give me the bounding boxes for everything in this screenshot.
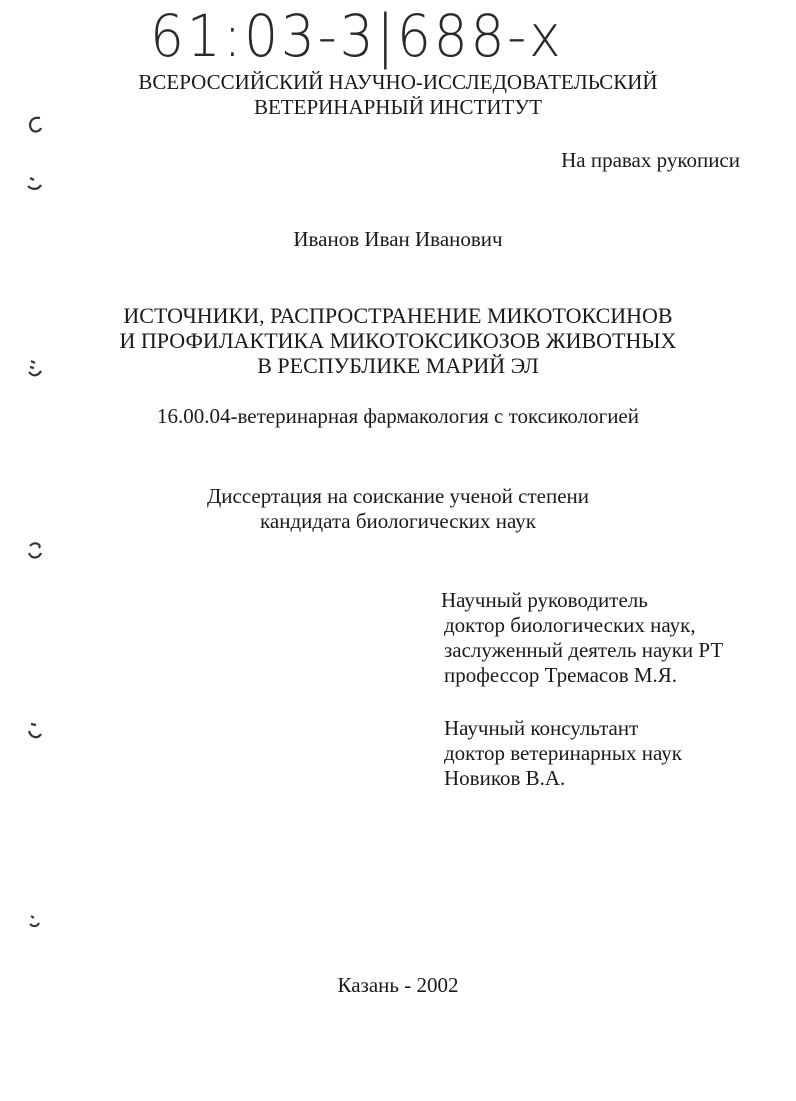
archive-number: 61:03-3|688-x — [150, 2, 564, 70]
title-line-1: ИСТОЧНИКИ, РАСПРОСТРАНЕНИЕ МИКОТОКСИНОВ — [123, 303, 673, 328]
institution-line-2: ВЕТЕРИНАРНЫЙ ИНСТИТУТ — [253, 95, 543, 119]
margin-mark-icon — [22, 908, 48, 934]
author-name: Иванов Иван Иванович — [293, 227, 503, 251]
consultant-role: Научный консультант — [444, 716, 639, 740]
place-and-year: Казань - 2002 — [337, 973, 459, 997]
specialty: 16.00.04-ветеринарная фармакология с токсикологией — [156, 404, 639, 428]
consultant-name: Новиков В.А. — [444, 766, 566, 790]
supervisor-role: Научный руководитель — [441, 588, 648, 612]
rights-note: На правах рукописи — [561, 148, 740, 172]
margin-mark-icon — [22, 718, 48, 744]
supervisor-degree: доктор биологических наук, — [444, 613, 696, 637]
title-line-3: В РЕСПУБЛИКЕ МАРИЙ ЭЛ — [257, 353, 539, 378]
supervisor-name: профессор Тремасов М.Я. — [444, 663, 678, 687]
consultant-degree: доктор ветеринарных наук — [444, 741, 682, 765]
institution-line-1: ВСЕРОССИЙСКИЙ НАУЧНО-ИССЛЕДОВАТЕЛЬСКИЙ — [138, 70, 658, 94]
degree-line-2: кандидата биологических наук — [260, 509, 536, 533]
margin-mark-icon — [22, 538, 48, 564]
degree-line-1: Диссертация на соискание ученой степени — [206, 484, 590, 508]
title-line-2: И ПРОФИЛАКТИКА МИКОТОКСИКОЗОВ ЖИВОТНЫХ — [119, 328, 677, 353]
margin-mark-icon — [22, 170, 48, 196]
supervisor-honor: заслуженный деятель науки РТ — [444, 638, 724, 662]
archive-number-handwriting — [150, 0, 640, 70]
